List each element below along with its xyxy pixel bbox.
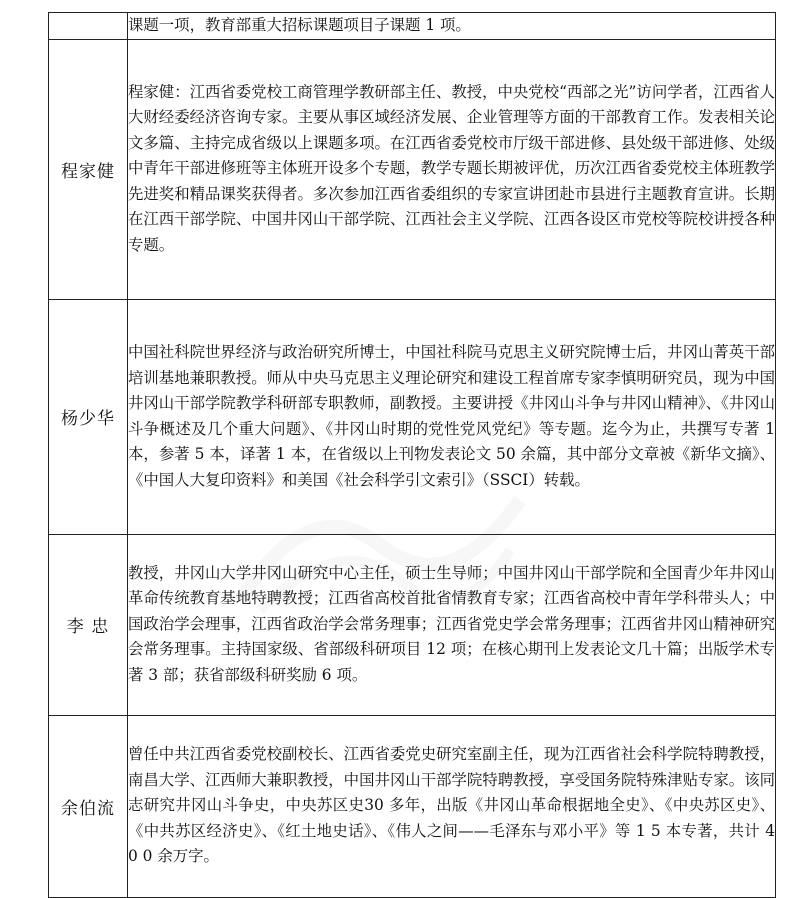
description-cell: 课题一项，教育部重大招标课题项目子课题 1 项。 <box>128 13 776 40</box>
table-row <box>49 13 776 40</box>
table-row <box>49 39 776 299</box>
name-cell: 杨少华 <box>49 299 128 534</box>
profile-table <box>48 12 776 898</box>
name-cell: 余伯流 <box>49 715 128 897</box>
table-row <box>49 715 776 897</box>
description-cell: 程家健：江西省委党校工商管理学教研部主任、教授，中央党校“西部之光”访问学者，江西省人大财经委经济咨询专家。主要从事区域经济发展、企业管理等方面的干部教育工作。发表相关论文多篇、主持完成省级以上课题多项。在江西省委党校市厅级干部进修、县处级干部进修、处级中青年干部进修班等主体班开设多个专题，教学专题长期被评优，历次江西省委党校主体班教学先进奖和精品课奖获得者。多次参加江西省委组织的专家宣讲团赴市县进行主题教育宣讲。长期在江西干部学院、中国井冈山干部学院、江西社会主义学院、江西各设区市党校等院校讲授各种专题。 <box>128 39 776 299</box>
description-cell: 曾任中共江西省委党校副校长、江西省委党史研究室副主任，现为江西省社会科学院特聘教授，南昌大学、江西师大兼职教授，中国井冈山干部学院特聘教授，享受国务院特殊津贴专家。该同志研究井冈山斗争史，中央苏区史30 多年，出版《井冈山革命根据地全史》、《中央苏区史》、《中共苏区经济史》、《红土地史话》、《伟人之间——毛泽东与邓小平》等 1 5 本专著，共计 4 0 0 余万字。 <box>128 715 776 897</box>
description-cell: 教授，井冈山大学井冈山研究中心主任，硕士生导师；中国井冈山干部学院和全国青少年井冈山革命传统教育基地特聘教授；江西省高校首批省情教育专家；江西省高校中青年学科带头人；中国政治学会理事，江西省政治学会常务理事；江西省党史学会常务理事；江西省井冈山精神研究会常务理事。主持国家级、省部级科研项目 12 项；在核心期刊上发表论文几十篇；出版学术专著 3 部；获省部级科研奖励 6 项。 <box>128 534 776 715</box>
name-cell <box>49 13 128 40</box>
description-cell: 中国社科院世界经济与政治研究所博士，中国社科院马克思主义研究院博士后，井冈山菁英干部培训基地兼职教授。师从中央马克思主义理论研究和建设工程首席专家李慎明研究员，现为中国井冈山干部学院教学科研部专职教师，副教授。主要讲授《井冈山斗争与井冈山精神》、《井冈山斗争概述及几个重大问题》、《井冈山时期的党性党风党纪》等专题。迄今为止，共撰写专著 1 本，参著 5 本，译著 1 本，在省级以上刊物发表论文 50 余篇，其中部分文章被《新华文摘》、《中国人大复印资料》和美国《社会科学引文索引》（SSCI）转载。 <box>128 299 776 534</box>
name-cell: 程家健 <box>49 39 128 299</box>
table-row <box>49 534 776 715</box>
name-cell: 李 忠 <box>49 534 128 715</box>
table-row <box>49 299 776 534</box>
